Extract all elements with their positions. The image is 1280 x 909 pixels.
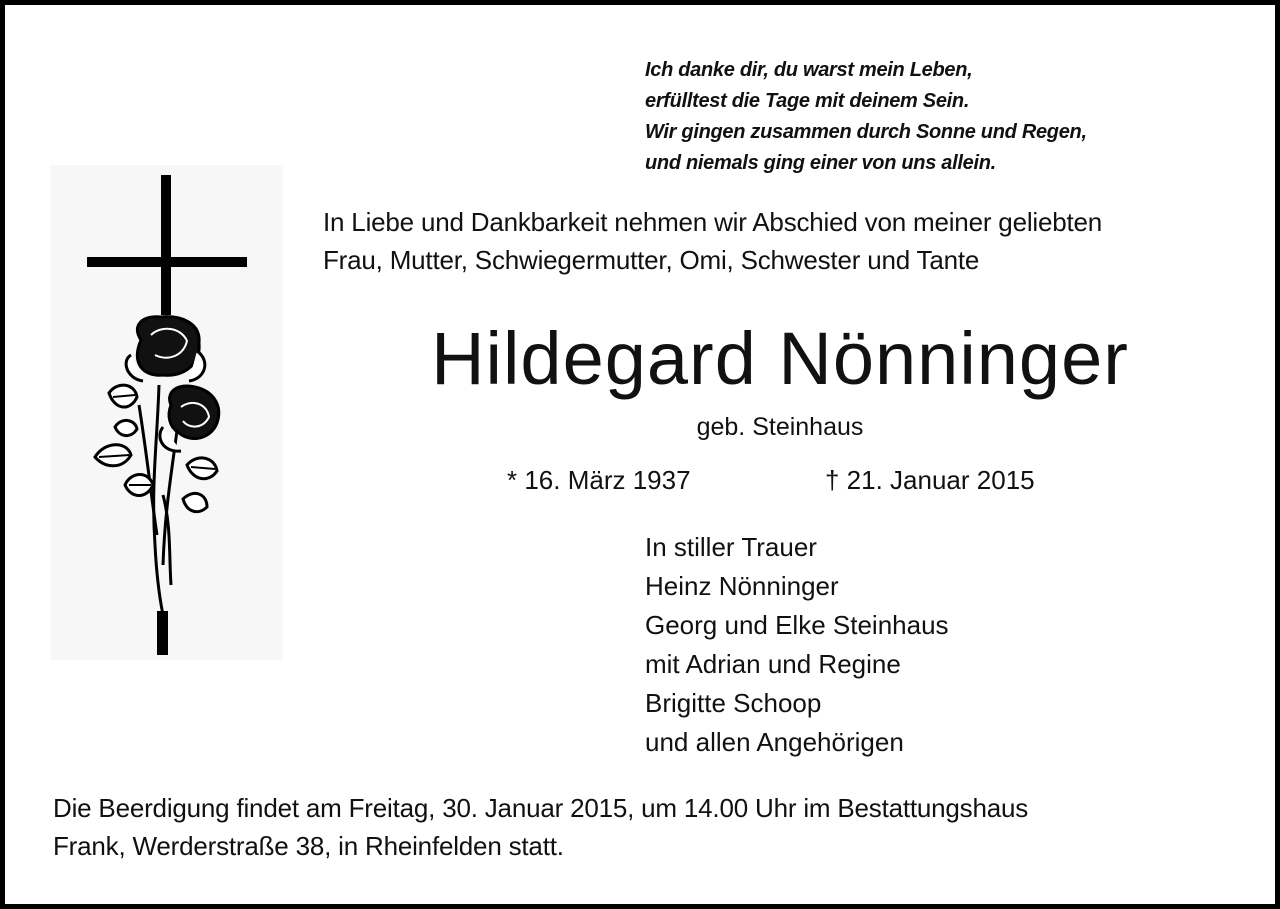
cross-with-roses-icon bbox=[51, 165, 283, 660]
farewell-intro bbox=[323, 203, 1263, 279]
intro-line: Frau, Mutter, Schwiegermutter, Omi, Schwester und Tante bbox=[323, 245, 980, 275]
poem-line: und niemals ging einer von uns allein. bbox=[645, 152, 996, 174]
mourner-line: Georg und Elke Steinhaus bbox=[645, 610, 949, 640]
funeral-line: Frank, Werderstraße 38, in Rheinfelden statt. bbox=[53, 831, 564, 861]
funeral-details bbox=[53, 789, 1253, 865]
mourner-line: und allen Angehörigen bbox=[645, 727, 904, 757]
cross-base bbox=[157, 611, 168, 655]
mourner-line: Heinz Nönninger bbox=[645, 571, 839, 601]
cross-horizontal-beam bbox=[87, 257, 247, 267]
poem-line: erfülltest die Tage mit deinem Sein. bbox=[645, 90, 970, 112]
poem-line: Ich danke dir, du warst mein Leben, bbox=[645, 59, 973, 81]
rose-upper bbox=[126, 317, 205, 381]
death-date: † 21. Januar 2015 bbox=[825, 465, 1035, 495]
mourner-line: Brigitte Schoop bbox=[645, 688, 822, 718]
intro-line: In Liebe und Dankbarkeit nehmen wir Abschied von meiner geliebten bbox=[323, 207, 1103, 237]
maiden-name: geb. Steinhaus bbox=[696, 413, 864, 441]
mourner-line: mit Adrian und Regine bbox=[645, 649, 901, 679]
deceased-name: Hildegard Nönninger bbox=[431, 317, 1129, 400]
mourner-line: In stiller Trauer bbox=[645, 532, 817, 562]
funeral-line: Die Beerdigung findet am Freitag, 30. Januar 2015, um 14.00 Uhr im Bestattungshaus bbox=[53, 793, 1029, 823]
birth-date: * 16. März 1937 bbox=[507, 465, 691, 495]
poem-line: Wir gingen zusammen durch Sonne und Regen, bbox=[645, 121, 1087, 143]
poem bbox=[645, 55, 1265, 179]
cross-vertical-beam bbox=[161, 175, 171, 315]
mourners-list bbox=[645, 528, 1165, 762]
